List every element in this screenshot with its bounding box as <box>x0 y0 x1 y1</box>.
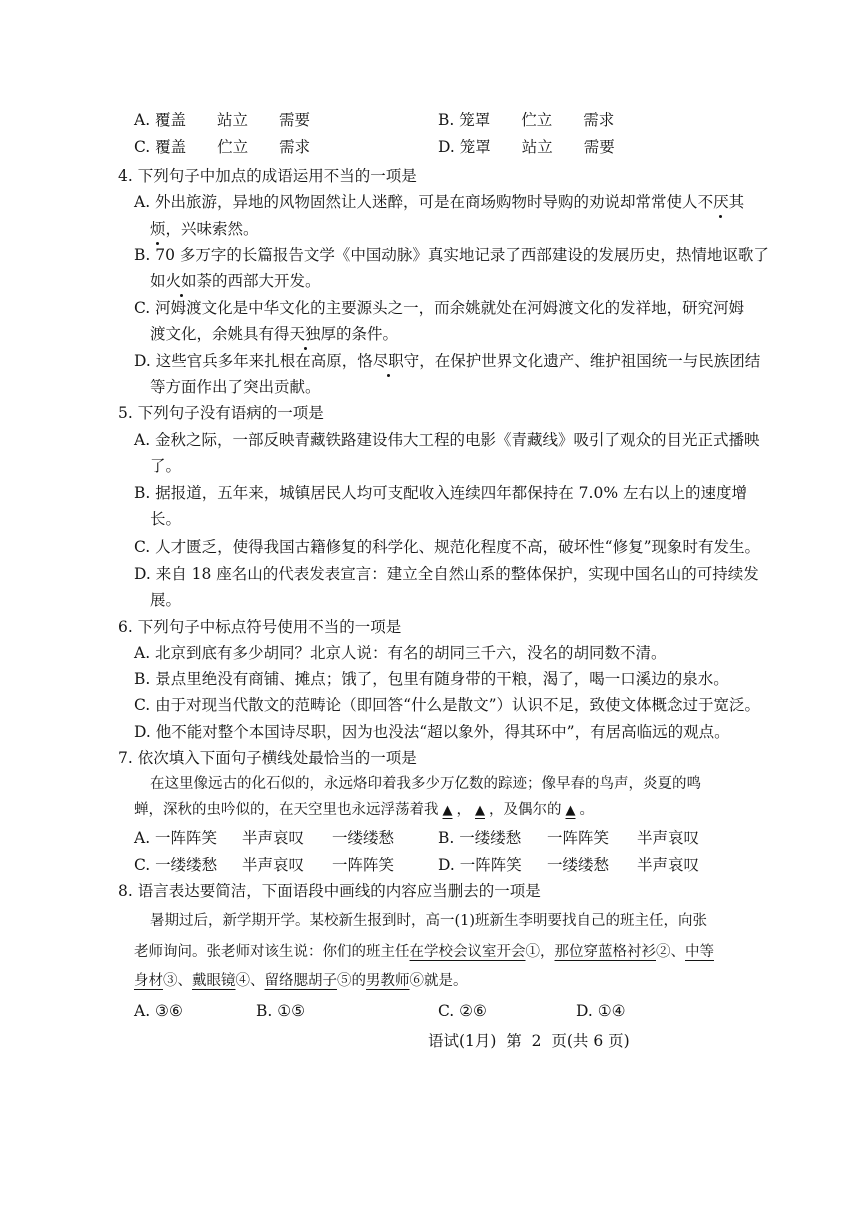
q7-blank-2: ▲ <box>475 803 485 818</box>
q5-option-a-line1: A. 金秋之际，一部反映青藏铁路建设伟大工程的电影《青藏线》吸引了观众的目光正式播映 <box>134 431 760 449</box>
q4-stem: 4. 下列句子中加点的成语运用不当的一项是 <box>118 167 417 185</box>
q8-underlined-2: 那位穿蓝格衬衫 <box>554 944 656 960</box>
q7-passage-text: 蝉，深秋的虫吟似的，在天空里也永远浮荡着我 <box>134 802 439 818</box>
q7-passage-line1: 在这里像远古的化石似的，永远烙印着我多少万亿数的踪迹；像早春的鸟声，炎夏的鸣 <box>150 776 701 792</box>
q7-option-b-2: 一阵阵笑 <box>547 829 610 847</box>
page-footer: 语试(1月) 第 2 页(共 6 页) <box>428 1032 630 1050</box>
q8-option-a: A. ③⑥ <box>134 1002 183 1020</box>
q7-stem: 7. 依次填入下面句子横线处最恰当的一项是 <box>118 749 417 767</box>
q4-option-a-line1 <box>134 192 744 212</box>
q7-passage-line2 <box>134 800 594 821</box>
q8-underlined-4: 戴眼镜 <box>192 973 236 989</box>
q5-option-d-line2: 展。 <box>150 591 182 609</box>
q4-b-idiom: 如火如荼 <box>150 272 213 290</box>
q3-option-b: B. 笼罩 伫立 需求 <box>438 111 615 129</box>
q4-a-text-end: ，兴味索然。 <box>165 220 259 238</box>
q8-marker-5: ⑤ <box>337 973 352 989</box>
q4-d-text-end: ，在保护世界文化遗产、维护祖国统一与民族团结 <box>419 352 761 370</box>
q8-marker-1: ①， <box>525 944 555 960</box>
q5-option-d-line1: D. 来自 18 座名山的代表发表宣言：建立全自然山系的整体保护，实现中国名山的可持续发 <box>134 565 759 583</box>
q4-d-text: D. 这些官兵多年来扎根在高原， <box>134 352 358 370</box>
q4-d-idiom: 恪尽职守 <box>357 352 420 370</box>
q5-option-c: C. 人才匮乏，使得我国古籍修复的科学化、规范化程度不高，破坏性“修复”现象时有发生。 <box>134 538 761 556</box>
q7-passage-end: 。 <box>579 802 594 818</box>
q7-comma: ， <box>456 802 471 818</box>
q7-option-d-2: 一缕缕愁 <box>547 856 610 874</box>
q8-passage-line2 <box>134 942 714 962</box>
q3-option-a: A. 覆盖 站立 需要 <box>134 111 311 129</box>
q4-a-idiom-part2: 烦 <box>150 220 166 238</box>
q8-passage-text: 老师询问。张老师对该生说：你们的班主任 <box>134 944 410 960</box>
q8-option-c: C. ②⑥ <box>438 1002 487 1020</box>
q6-option-a: A. 北京到底有多少胡同？北京人说：有名的胡同三千六，没名的胡同数不清。 <box>134 644 667 662</box>
q4-option-d-line2: 等方面作出了突出贡献。 <box>150 378 321 396</box>
q5-stem: 5. 下列句子没有语病的一项是 <box>118 404 324 422</box>
q3-option-d: D. 笼罩 站立 需要 <box>438 138 615 156</box>
q6-option-c: C. 由于对现当代散文的范畴论（即回答“什么是散文”）认识不足，致使文体概念过于宽泛。 <box>134 696 761 714</box>
q6-option-d: D. 他不能对整个本国诗尽职，因为也没法“超以象外，得其环中”，有居高临远的观点。 <box>134 723 730 741</box>
q8-marker-6: ⑥ <box>409 973 424 989</box>
q4-option-d-line1 <box>134 351 760 371</box>
q8-passage-line3 <box>134 971 468 991</box>
q4-a-text: A. 外出旅游，异地的风物固然让人迷醉，可是在商场购物时导购的劝说却常常使人 <box>134 193 698 211</box>
q7-blank-1: ▲ <box>442 803 453 818</box>
q4-option-b-line2 <box>150 271 321 291</box>
q4-a-idiom-part1: 不厌其 <box>697 193 745 211</box>
q7-option-b-3: 半声哀叹 <box>637 829 700 847</box>
q4-c-idiom: 得天独厚 <box>274 325 337 343</box>
q4-a-idiom <box>698 193 745 211</box>
q8-passage-mid: 的 <box>351 973 366 989</box>
q5-option-a-line2: 了。 <box>150 457 182 475</box>
q8-underlined-1: 在学校会议室开会 <box>409 944 526 960</box>
q4-c-text-end: 的条件。 <box>336 325 399 343</box>
q8-passage-line1: 暑期过后，新学期开学。某校新生报到时，高一(1)班新生李明要找自己的班主任，向张 <box>150 913 708 929</box>
q5-option-b-line2: 长。 <box>150 510 182 528</box>
q8-underlined-5: 留络腮胡子 <box>264 973 337 989</box>
q8-option-b: B. ①⑤ <box>256 1002 306 1020</box>
q7-option-a-2: 半声哀叹 <box>242 829 305 847</box>
q6-stem: 6. 下列句子中标点符号使用不当的一项是 <box>118 618 402 636</box>
q8-underlined-3b: 身材 <box>134 973 163 989</box>
q4-option-b-line1: B. 70 多万字的长篇报告文学《中国动脉》真实地记录了西部建设的发展历史，热情地讴歌了 <box>134 246 769 264</box>
q8-underlined-3a: 中等 <box>685 944 714 960</box>
q8-marker-4: ④、 <box>235 973 265 989</box>
q7-blank-3: ▲ <box>565 803 576 818</box>
q7-option-c-2: 半声哀叹 <box>242 856 305 874</box>
q8-underlined-6: 男教师 <box>366 973 410 989</box>
q6-option-b: B. 景点里绝没有商铺、摊点；饿了，包里有随身带的干粮，渴了，喝一口溪边的泉水。 <box>134 670 729 688</box>
q5-option-b-line1: B. 据报道，五年来，城镇居民人均可支配收入连续四年都保持在 7.0% 左右以上的速度增 <box>134 484 747 502</box>
q7-option-d-1: D. 一阵阵笑 <box>438 856 522 874</box>
q4-b-text-end: 的西部大开发。 <box>212 272 321 290</box>
q4-option-c-line2 <box>150 324 398 344</box>
q4-option-a-line2 <box>150 219 259 239</box>
q8-passage-end: 就是。 <box>424 973 468 989</box>
q8-stem: 8. 语言表达要简洁，下面语段中画线的内容应当删去的一项是 <box>118 882 541 900</box>
q7-option-c-1: C. 一缕缕愁 <box>134 856 218 874</box>
q8-option-d: D. ①④ <box>576 1002 626 1020</box>
q8-marker-2: ②、 <box>656 944 685 960</box>
q7-option-b-1: B. 一缕缕愁 <box>438 829 522 847</box>
q3-option-c: C. 覆盖 伫立 需求 <box>134 138 311 156</box>
q4-c-text: 渡文化，余姚具有 <box>150 325 275 343</box>
q7-option-d-3: 半声哀叹 <box>637 856 700 874</box>
q7-passage-mid: ，及偶尔的 <box>489 802 562 818</box>
q4-option-c-line1: C. 河姆渡文化是中华文化的主要源头之一，而余姚就处在河姆渡文化的发祥地，研究河姆 <box>134 299 745 317</box>
q7-option-a-3: 一缕缕愁 <box>332 829 395 847</box>
q8-marker-3: ③、 <box>163 973 192 989</box>
q7-option-a-1: A. 一阵阵笑 <box>134 829 218 847</box>
q7-option-c-3: 一阵阵笑 <box>332 856 395 874</box>
